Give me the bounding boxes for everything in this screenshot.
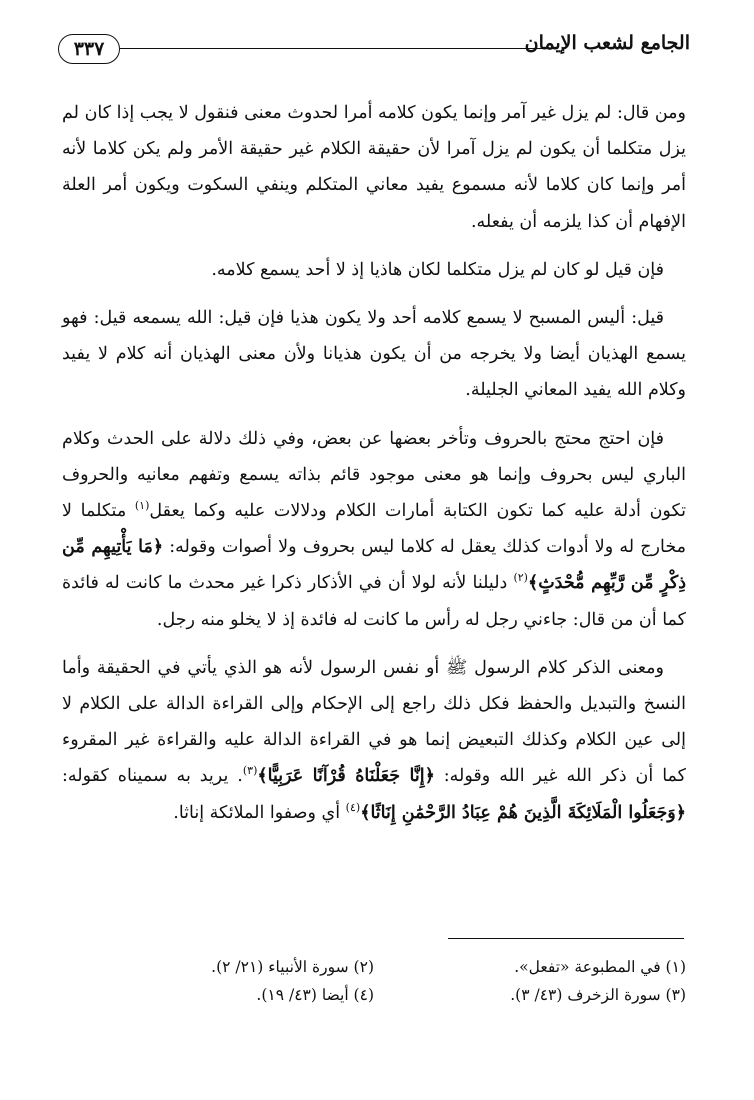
footnote-2: (٢) سورة الأنبياء (٢١/ ٢). [211, 958, 374, 976]
paragraph-1 [62, 95, 686, 240]
paragraph-text: فإن قيل لو كان لم يزل متكلما لكان هاذيا إذ لا أحد يسمع كلامه. [211, 259, 664, 280]
footnote-3: (٣) سورة الزخرف (٤٣/ ٣). [510, 986, 686, 1004]
main-text [62, 95, 686, 843]
paragraph-text: ومن قال: لم يزل غير آمر وإنما يكون كلامه أمرا لحدوث معنى فنقول لا يجب إذا كان لم يزل متكلما أن يكون لم يزل آمرا لأن حقيقة الكلام غير حقيقة الأمر ولم يكن كلاما لأنه أمر وإنما كان كلاما لأنه مسموع يفيد معاني المتكلم وينفي السكوت ويكون أمر العلة الإفهام أن كذا يلزمه أن يفعله. [62, 103, 686, 232]
page-header [58, 30, 690, 70]
paragraph-text: فإن احتج محتج بالحروف وتأخر بعضها عن بعض، وفي ذلك دلالة على الحدث وكلام الباري ليس بحروف وإنما هو معنى موجود قائم بذاته يسمع وتفهم معانيه والحروف تكون أدلة عليه كما تكون الكتابة أمارات الكلام ودلالات عليه وكما يعقل [62, 428, 686, 522]
page-number: ٣٣٧ [58, 34, 120, 64]
paragraph-3 [62, 300, 686, 409]
quran-verse: ﴿إِنَّا جَعَلْنَاهُ قُرْآنًا عَرَبِيًّا﴾ [257, 766, 435, 787]
paragraph-text: . يريد به سميناه كقوله: [62, 766, 243, 787]
footnote-row [62, 953, 686, 981]
book-title: الجامع لشعب الإيمان [524, 32, 690, 54]
footnotes [62, 953, 686, 1009]
footnote-1: (١) في المطبوعة «تفعل». [514, 958, 686, 976]
paragraph-4 [62, 421, 686, 638]
paragraph-text: ومعنى الذكر كلام الرسول ﷺ أو نفس الرسول لأنه هو الذي يأتي في الحقيقة وأما النسخ والتبديل والحفظ فكل ذلك راجع إلى الإحكام وإلى القراءة الدالة على الكلام لا إلى عين الكلام وكذلك التبعيض إنما هو في القراءة الدالة عليه والقراءة غير المقروء كما أن ذكر الله غير الله وقوله: [62, 657, 686, 787]
paragraph-text: دليلنا لأنه لولا أن في الأذكار ذكرا غير محدث ما كانت له فائدة كما أن من قال: جاءني رجل له رأس ما كانت له فائدة إذ لا يخلو منه رجل. [62, 573, 686, 630]
paragraph-text: أي وصفوا الملائكة إناثا. [173, 802, 346, 823]
paragraph-5 [62, 650, 686, 831]
paragraph-text: قيل: أليس المسبح لا يسمع كلامه أحد ولا يكون هذيا فإن قيل: الله يسمعه قيل: فهو يسمع الهذيان أيضا ولا يخرجه من أن يكون هذيانا ولأن معنى الهذيان أنه كلام لا يفيد وكلام الله يفيد المعاني الجليلة. [62, 308, 686, 401]
quran-verse: ﴿مَا يَأْتِيهِم مِّن ذِكْرٍ مِّن رَّبِّهِم مُّحْدَثٍ﴾ [62, 537, 686, 594]
footnote-rule [448, 938, 684, 939]
footnote-ref: (٤) [345, 800, 361, 814]
paragraph-text: متكلما لا مخارج له ولا أدوات كذلك يعقل له كلاما ليس بحروف ولا أصوات وقوله: [62, 501, 686, 558]
header-rule [120, 48, 552, 49]
footnote-ref: (٢) [513, 571, 528, 585]
quran-verse: ﴿وَجَعَلُوا الْمَلَائِكَةَ الَّذِينَ هُمْ عِبَادُ الرَّحْمَٰنِ إِنَاثًا﴾ [360, 802, 686, 823]
footnote-row [62, 981, 686, 1009]
footnote-ref: (٣) [242, 764, 258, 778]
footnote-ref: (١) [134, 499, 150, 513]
paragraph-2 [62, 252, 686, 288]
footnote-4: (٤) أيضا (٤٣/ ١٩). [256, 986, 374, 1004]
